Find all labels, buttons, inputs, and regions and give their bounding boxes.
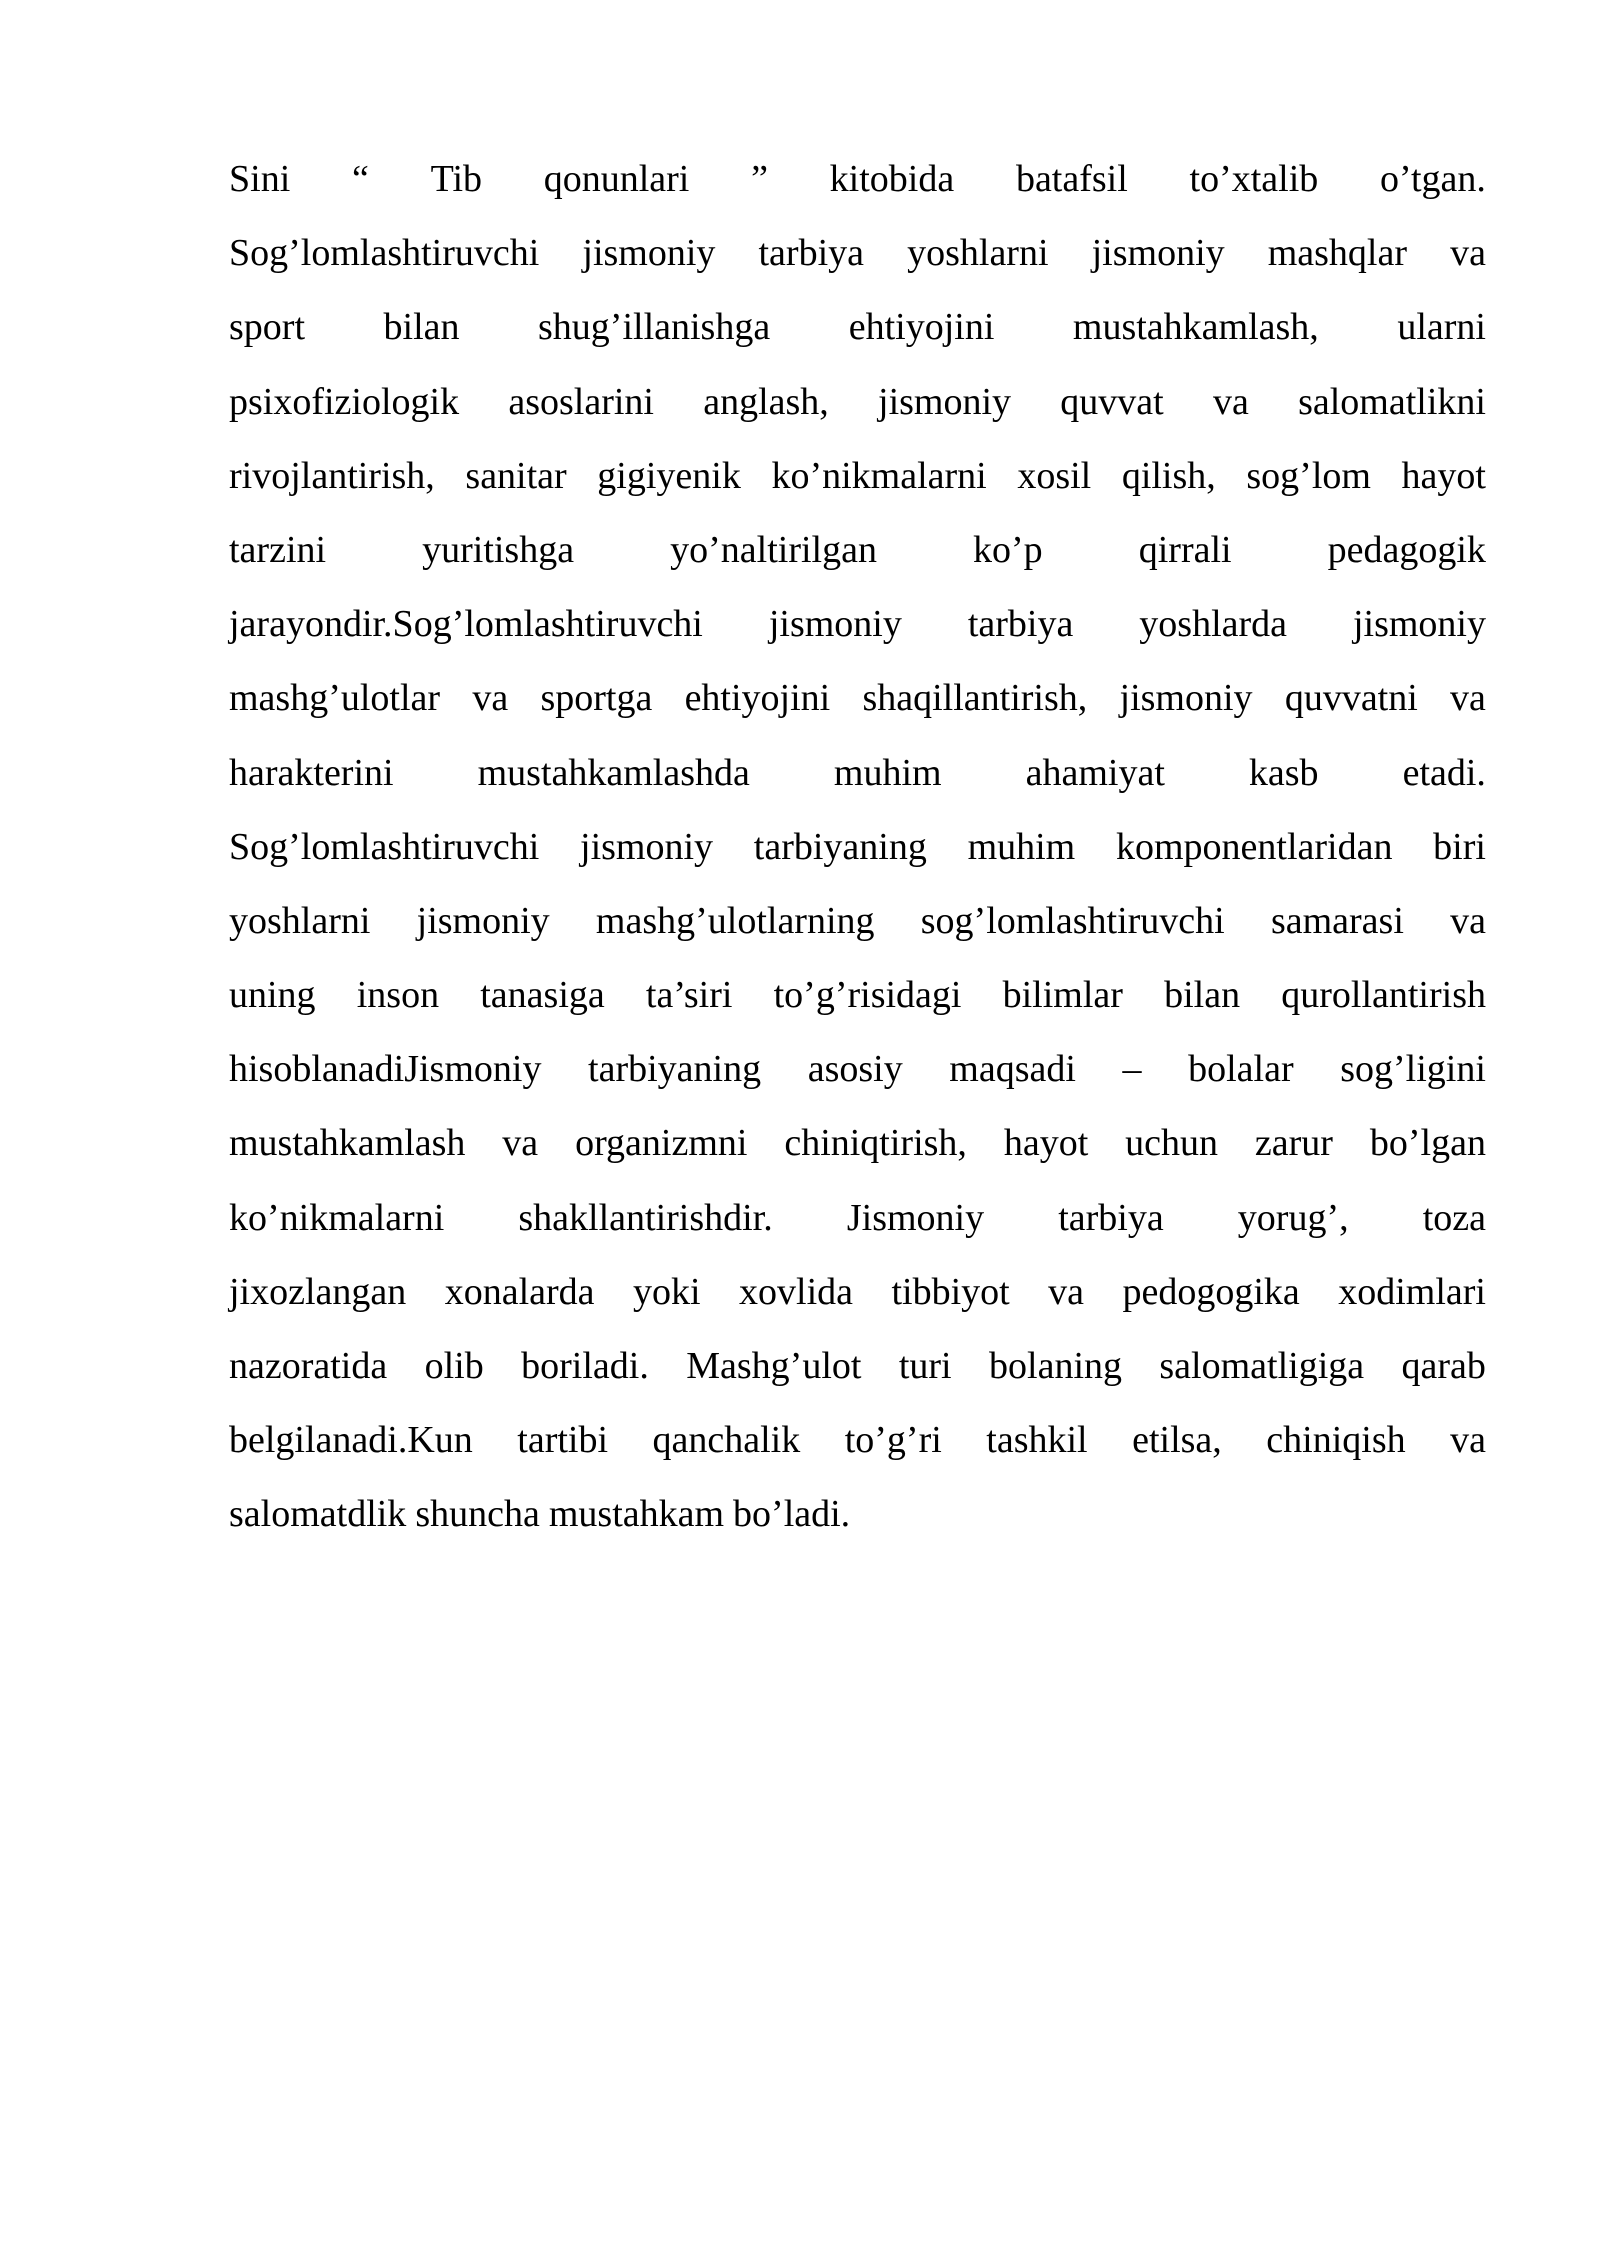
word: xovlida xyxy=(739,1270,853,1313)
word: muhim xyxy=(833,751,942,794)
word: kasb xyxy=(1248,751,1319,794)
word: sog’lomlashtiruvchi xyxy=(920,899,1225,942)
word: yoshlarda xyxy=(1139,603,1288,646)
word: yoshlarni xyxy=(907,232,1049,275)
word: mustahkamlash xyxy=(229,1122,466,1165)
word: shuncha xyxy=(415,1493,540,1536)
word: yo’naltirilgan xyxy=(670,528,877,571)
word: mashg’ulotlarning xyxy=(595,899,875,942)
word: – xyxy=(1122,1048,1142,1091)
word: “ xyxy=(351,158,369,200)
word: tarbiya xyxy=(967,603,1074,646)
word: sanitar xyxy=(465,454,567,497)
word: jismoniy xyxy=(582,232,716,275)
text-line xyxy=(229,1408,1486,1482)
word: ta’siri xyxy=(645,974,733,1017)
word: tibbiyot xyxy=(891,1270,1010,1313)
text-line xyxy=(229,370,1486,444)
text-line xyxy=(229,1111,1486,1185)
word: uning xyxy=(229,974,316,1017)
word: tanasiga xyxy=(480,974,605,1017)
text-line xyxy=(229,889,1486,963)
word: toza xyxy=(1422,1196,1486,1239)
word: yorug’, xyxy=(1237,1196,1349,1239)
word: mashg’ulotlar xyxy=(229,677,441,720)
word: sportga xyxy=(540,677,653,720)
word: shug’illanishga xyxy=(538,306,771,349)
word: batafsil xyxy=(1015,158,1128,200)
word: chiniqtirish, xyxy=(784,1122,967,1165)
word: va xyxy=(1212,380,1249,423)
word: bo’ladi. xyxy=(733,1493,851,1536)
word: bo’lgan xyxy=(1369,1122,1486,1165)
word: ehtiyojini xyxy=(848,306,995,349)
word: xodimlari xyxy=(1338,1270,1486,1313)
word: Sog’lomlashtiruvchi xyxy=(229,825,540,868)
word: shakllantirishdir. xyxy=(518,1196,773,1239)
word: tartibi xyxy=(517,1419,609,1462)
body-paragraph xyxy=(229,147,1486,1557)
word: yoshlarni xyxy=(229,899,371,942)
word: bilan xyxy=(1164,974,1241,1017)
word: asoslarini xyxy=(508,380,654,423)
text-line xyxy=(229,295,1486,369)
word: salomatdlik xyxy=(229,1493,407,1536)
word: gigiyenik xyxy=(597,454,741,497)
word: belgilanadi.Kun xyxy=(229,1419,473,1462)
word: va xyxy=(1450,1419,1486,1462)
word: komponentlaridan xyxy=(1115,825,1393,868)
word: olib xyxy=(424,1345,484,1387)
word: qirrali xyxy=(1138,528,1232,571)
word: samarasi xyxy=(1270,899,1404,942)
word: Sog’lomlashtiruvchi xyxy=(229,232,540,275)
word: qilish, xyxy=(1121,454,1216,497)
text-line xyxy=(229,815,1486,889)
word: chiniqish xyxy=(1266,1419,1406,1462)
word: va xyxy=(1450,232,1486,275)
word: jismoniy xyxy=(416,899,550,942)
word: sog’ligini xyxy=(1340,1048,1486,1091)
word: Sini xyxy=(229,158,291,200)
word: qurollantirish xyxy=(1281,974,1486,1017)
word: salomatligiga xyxy=(1159,1345,1365,1387)
word: tarbiya xyxy=(1058,1196,1164,1239)
word: quvvat xyxy=(1060,380,1164,423)
word: xonalarda xyxy=(444,1270,595,1313)
word: hayot xyxy=(1003,1122,1089,1165)
word: Jismoniy xyxy=(846,1196,985,1239)
word: harakterini xyxy=(229,751,394,794)
word: muhim xyxy=(967,825,1076,868)
text-line xyxy=(229,963,1486,1037)
text-line xyxy=(229,221,1486,295)
word: mustahkam xyxy=(548,1493,725,1536)
word: tarbiyaning xyxy=(753,825,927,868)
word: quvvatni xyxy=(1284,677,1418,720)
word: rivojlantirish, xyxy=(229,454,435,497)
text-line xyxy=(229,666,1486,740)
word: bilan xyxy=(383,306,460,349)
word: pedogogika xyxy=(1122,1270,1300,1313)
word: jarayondir.Sog’lomlashtiruvchi xyxy=(229,603,703,646)
word: jixozlangan xyxy=(229,1270,407,1313)
word: organizmni xyxy=(575,1122,748,1165)
word: yuritishga xyxy=(422,528,575,571)
word: tarbiyaning xyxy=(588,1048,762,1091)
text-line xyxy=(229,1482,1486,1556)
word: xosil xyxy=(1017,454,1092,497)
word: sog’lom xyxy=(1246,454,1371,497)
word: ahamiyat xyxy=(1025,751,1165,794)
word: etilsa, xyxy=(1132,1419,1222,1462)
word: mustahkamlash, xyxy=(1072,306,1319,349)
word: tarzini xyxy=(229,528,327,571)
word: qanchalik xyxy=(652,1419,801,1462)
text-line xyxy=(229,1260,1486,1334)
text-line xyxy=(229,147,1486,221)
word: va xyxy=(1450,899,1486,942)
word: uchun xyxy=(1125,1122,1219,1165)
word: bolalar xyxy=(1188,1048,1294,1091)
word: ularni xyxy=(1397,306,1486,349)
word: jismoniy xyxy=(1119,677,1253,720)
word: biri xyxy=(1433,825,1486,868)
word: etadi. xyxy=(1402,751,1486,794)
word: Tib xyxy=(430,158,482,200)
word: jismoniy xyxy=(1091,232,1225,275)
word: yoki xyxy=(633,1270,701,1313)
text-line xyxy=(229,1334,1486,1408)
word: bolaning xyxy=(989,1345,1122,1387)
word: pedagogik xyxy=(1327,528,1486,571)
word: ko’nikmalarni xyxy=(771,454,987,497)
word: to’xtalib xyxy=(1189,158,1319,200)
word: to’g’ri xyxy=(844,1419,942,1462)
word: shaqillantirish, xyxy=(862,677,1088,720)
word: mustahkamlashda xyxy=(477,751,750,794)
word: nazoratida xyxy=(229,1345,388,1387)
word: va xyxy=(1450,677,1486,720)
word: jismoniy xyxy=(1352,603,1486,646)
word: hisoblanadiJismoniy xyxy=(229,1048,542,1091)
word: zarur xyxy=(1254,1122,1333,1165)
word: ” xyxy=(751,158,768,200)
word: mashqlar xyxy=(1267,232,1408,275)
text-line xyxy=(229,592,1486,666)
text-line xyxy=(229,1037,1486,1111)
word: turi xyxy=(898,1345,952,1387)
word: ehtiyojini xyxy=(684,677,831,720)
word: maqsadi xyxy=(949,1048,1076,1091)
word: kitobida xyxy=(829,158,955,200)
text-line xyxy=(229,1186,1486,1260)
word: salomatlikni xyxy=(1298,380,1486,423)
word: jismoniy xyxy=(878,380,1012,423)
word: Mashg’ulot xyxy=(686,1345,862,1387)
word: to’g’risidagi xyxy=(773,974,962,1017)
word: psixofiziologik xyxy=(229,380,460,423)
word: jismoniy xyxy=(768,603,902,646)
word: hayot xyxy=(1401,454,1486,497)
word: asosiy xyxy=(807,1048,903,1091)
word: o’tgan. xyxy=(1380,158,1486,200)
word: va xyxy=(1048,1270,1085,1313)
word: jismoniy xyxy=(580,825,714,868)
word: qonunlari xyxy=(543,158,690,200)
word: tashkil xyxy=(986,1419,1088,1462)
word: anglash, xyxy=(703,380,829,423)
word: va xyxy=(472,677,509,720)
word: inson xyxy=(356,974,440,1017)
word: bilimlar xyxy=(1002,974,1123,1017)
text-line xyxy=(229,444,1486,518)
word: ko’nikmalarni xyxy=(229,1196,445,1239)
word: va xyxy=(502,1122,539,1165)
word: ko’p xyxy=(973,528,1043,571)
word: tarbiya xyxy=(758,232,865,275)
word: sport xyxy=(229,306,305,349)
word: qarab xyxy=(1401,1345,1486,1387)
text-line xyxy=(229,741,1486,815)
text-line xyxy=(229,518,1486,592)
word: boriladi. xyxy=(521,1345,649,1387)
